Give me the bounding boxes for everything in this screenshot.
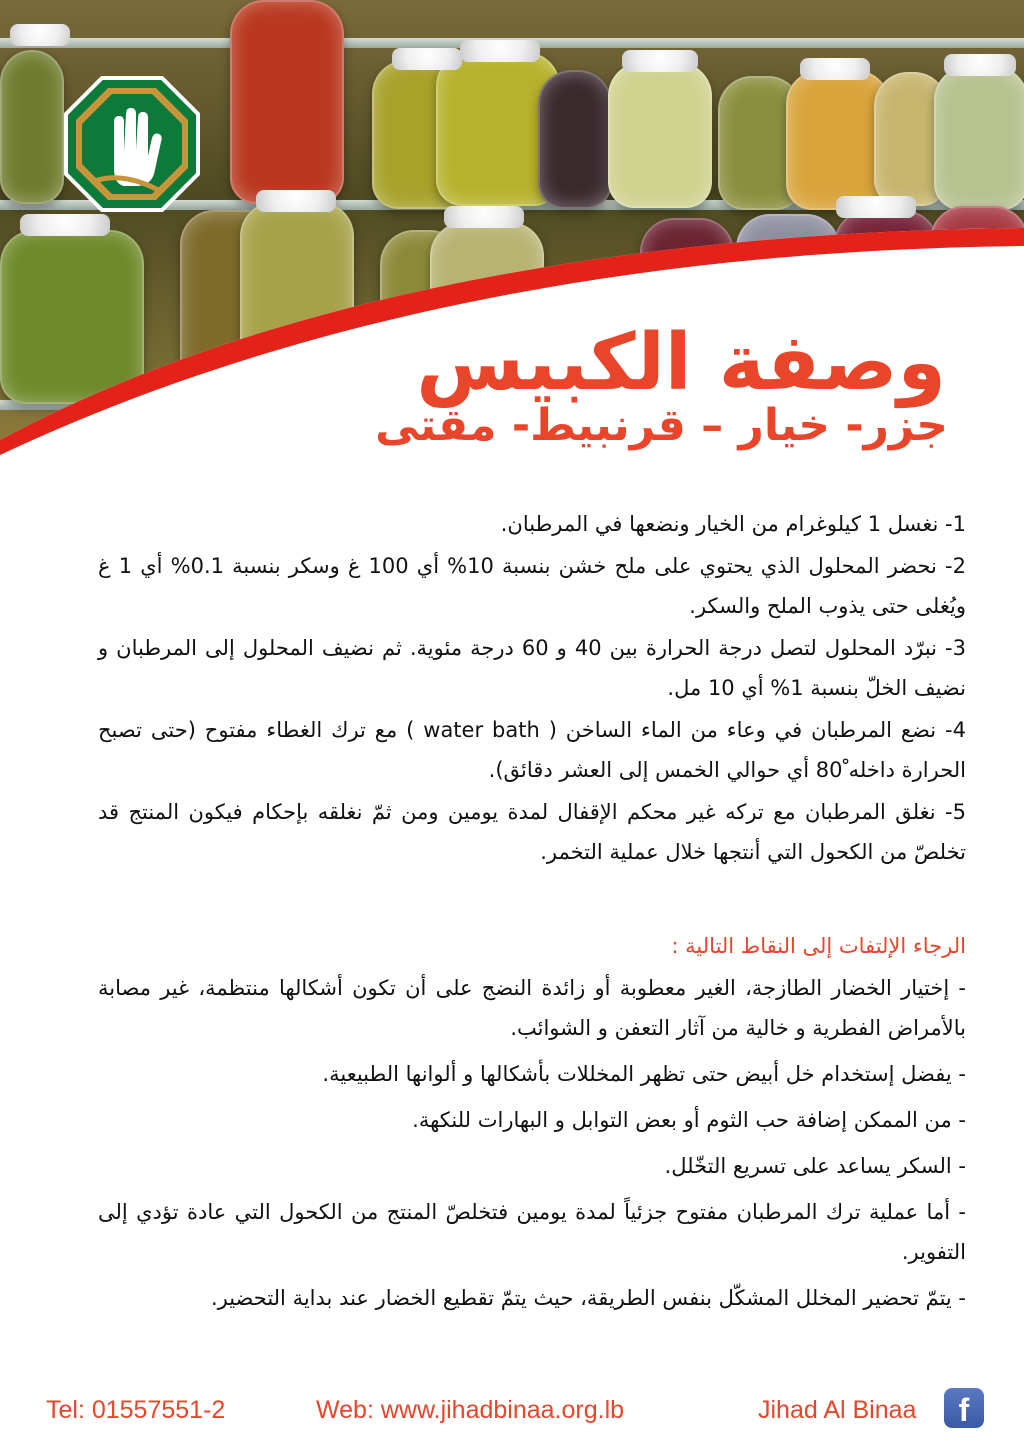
- recipe-step: 3- نبرّد المحلول لتصل درجة الحرارة بين 40 و 60 درجة مئوية. ثم نضيف المحلول إلى المرطبان و نضيف الخلّ بنسبة 1% أي 10 مل.: [98, 636, 966, 700]
- page-title: وصفة الكبيس: [416, 318, 946, 408]
- recipe-steps-list: [98, 504, 966, 874]
- recipe-step: 5- نغلق المرطبان مع تركه غير محكم الإقفال لمدة يومين ومن ثمّ نغلقه بإحكام فيكون المنتج قد تخلصّ من الكحول التي أنتجها خلال عملية التخمر.: [98, 800, 966, 864]
- recipe-step: 1- نغسل 1 كيلوغرام من الخيار ونضعها في المرطبان.: [500, 512, 966, 536]
- facebook-icon[interactable]: f: [944, 1388, 984, 1428]
- notes-list: [98, 968, 966, 1324]
- page-subtitle: جزر- خيار – قرنبيط- مقتى: [375, 400, 948, 451]
- organization-logo: [62, 74, 202, 214]
- website-link[interactable]: Web: www.jihadbinaa.org.lb: [316, 1396, 625, 1424]
- note-item: - السكر يساعد على تسريع التخّلل.: [664, 1154, 966, 1178]
- note-item: - أما عملية ترك المرطبان مفتوح جزئياً لمدة يومين فتخلصّ المنتج من الكحول التي عادة تؤدي إلى التفوير.: [98, 1200, 966, 1264]
- facebook-page-name[interactable]: Jihad Al Binaa: [758, 1396, 917, 1424]
- telephone-text: Tel: 01557551-2: [46, 1396, 226, 1424]
- contact-footer: [0, 1384, 1024, 1434]
- note-item: - يتمّ تحضير المخلل المشكّل بنفس الطريقة، حيث يتمّ تقطيع الخضار عند بداية التحضير.: [210, 1286, 966, 1310]
- note-item: - إختيار الخضار الطازجة، الغير معطوبة أو زائدة النضج على أن تكون أشكالها منتظمة، غير مصابة بالأمراض الفطرية و خالية من آثار التعفن و الشوائب.: [98, 976, 966, 1040]
- recipe-step: 4- نضع المرطبان في وعاء من الماء الساخن ( water bath ) مع ترك الغطاء مفتوح (حتى تصبح الحرارة داخله ْ80 أي حوالي الخمس إلى العشر دقائق).: [98, 718, 966, 782]
- note-item: - يفضل إستخدام خل أبيض حتى تظهر المخللات بأشكالها و ألوانها الطبيعية.: [322, 1062, 966, 1086]
- note-item: - من الممكن إضافة حب الثوم أو بعض التوابل و البهارات للنكهة.: [412, 1108, 966, 1132]
- jihad-al-binaa-logo-icon: [62, 74, 202, 214]
- recipe-step: 2- نحضر المحلول الذي يحتوي على ملح خشن بنسبة 10% أي 100 غ وسكر بنسبة 0.1% أي 1 غ ويُغلى حتى يذوب الملح والسكر.: [98, 554, 966, 618]
- notes-heading: الرجاء الإلتفات إلى النقاط التالية :: [671, 934, 966, 958]
